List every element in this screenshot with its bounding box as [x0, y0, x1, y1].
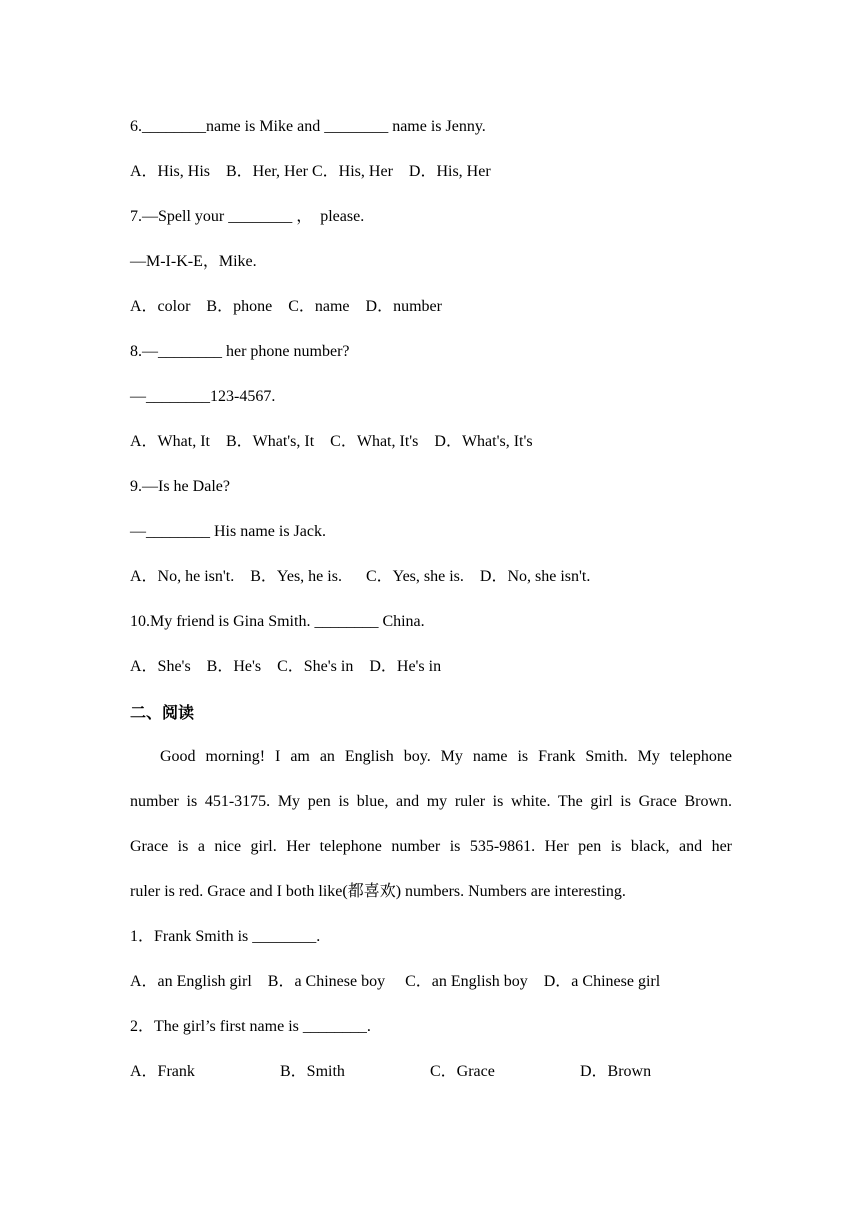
question-10-stem: 10.My friend is Gina Smith. ________ China. — [130, 613, 425, 630]
reading-question-2-option-a: A．Frank — [130, 1063, 195, 1080]
reading-question-2-stem: 2．The girl’s first name is ________. — [130, 1018, 371, 1035]
section-heading: 二、阅读 — [130, 703, 195, 722]
passage-line-4: ruler is red. Grace and I both like(都喜欢) numbers. Numbers are interesting. — [130, 883, 626, 900]
question-7-reply: —M-I-K-E，Mike. — [130, 253, 257, 270]
reading-question-1-stem: 1．Frank Smith is ________. — [130, 928, 321, 945]
reading-question-1-options: A．an English girl B．a Chinese boy C．an English boy D．a Chinese girl — [130, 973, 661, 990]
question-8-options: A．What, It B．What's, It C．What, It's D．What's, It's — [130, 433, 533, 450]
question-6-options: A．His, His B．Her, Her C．His, Her D．His, Her — [130, 163, 491, 180]
reading-question-2-option-d: D．Brown — [580, 1063, 652, 1080]
question-9-stem: 9.—Is he Dale? — [130, 478, 230, 495]
passage-line-3: Grace is a nice girl. Her telephone number is 535-9861. Her pen is black, and her — [130, 838, 732, 855]
question-7-stem: 7.—Spell your ________ ， please. — [130, 208, 365, 225]
question-9-reply: —________ His name is Jack. — [130, 523, 326, 540]
question-9-options: A．No, he isn't. B．Yes, he is. C．Yes, she is. D．No, she isn't. — [130, 568, 591, 585]
question-7-options: A．color B．phone C．name D．number — [130, 298, 442, 315]
question-8-reply: —________123-4567. — [130, 388, 276, 405]
question-6-stem: 6.________name is Mike and ________ name is Jenny. — [130, 118, 486, 135]
question-10-options: A．She's B．He's C．She's in D．He's in — [130, 658, 442, 675]
question-8-stem: 8.—________ her phone number? — [130, 343, 350, 360]
passage-line-1: Good morning! I am an English boy. My name is Frank Smith. My telephone — [160, 748, 732, 765]
reading-question-2-option-c: C．Grace — [430, 1063, 495, 1080]
passage-line-2: number is 451-3175. My pen is blue, and my ruler is white. The girl is Grace Brown. — [130, 793, 732, 810]
reading-question-2-option-b: B．Smith — [280, 1063, 345, 1080]
